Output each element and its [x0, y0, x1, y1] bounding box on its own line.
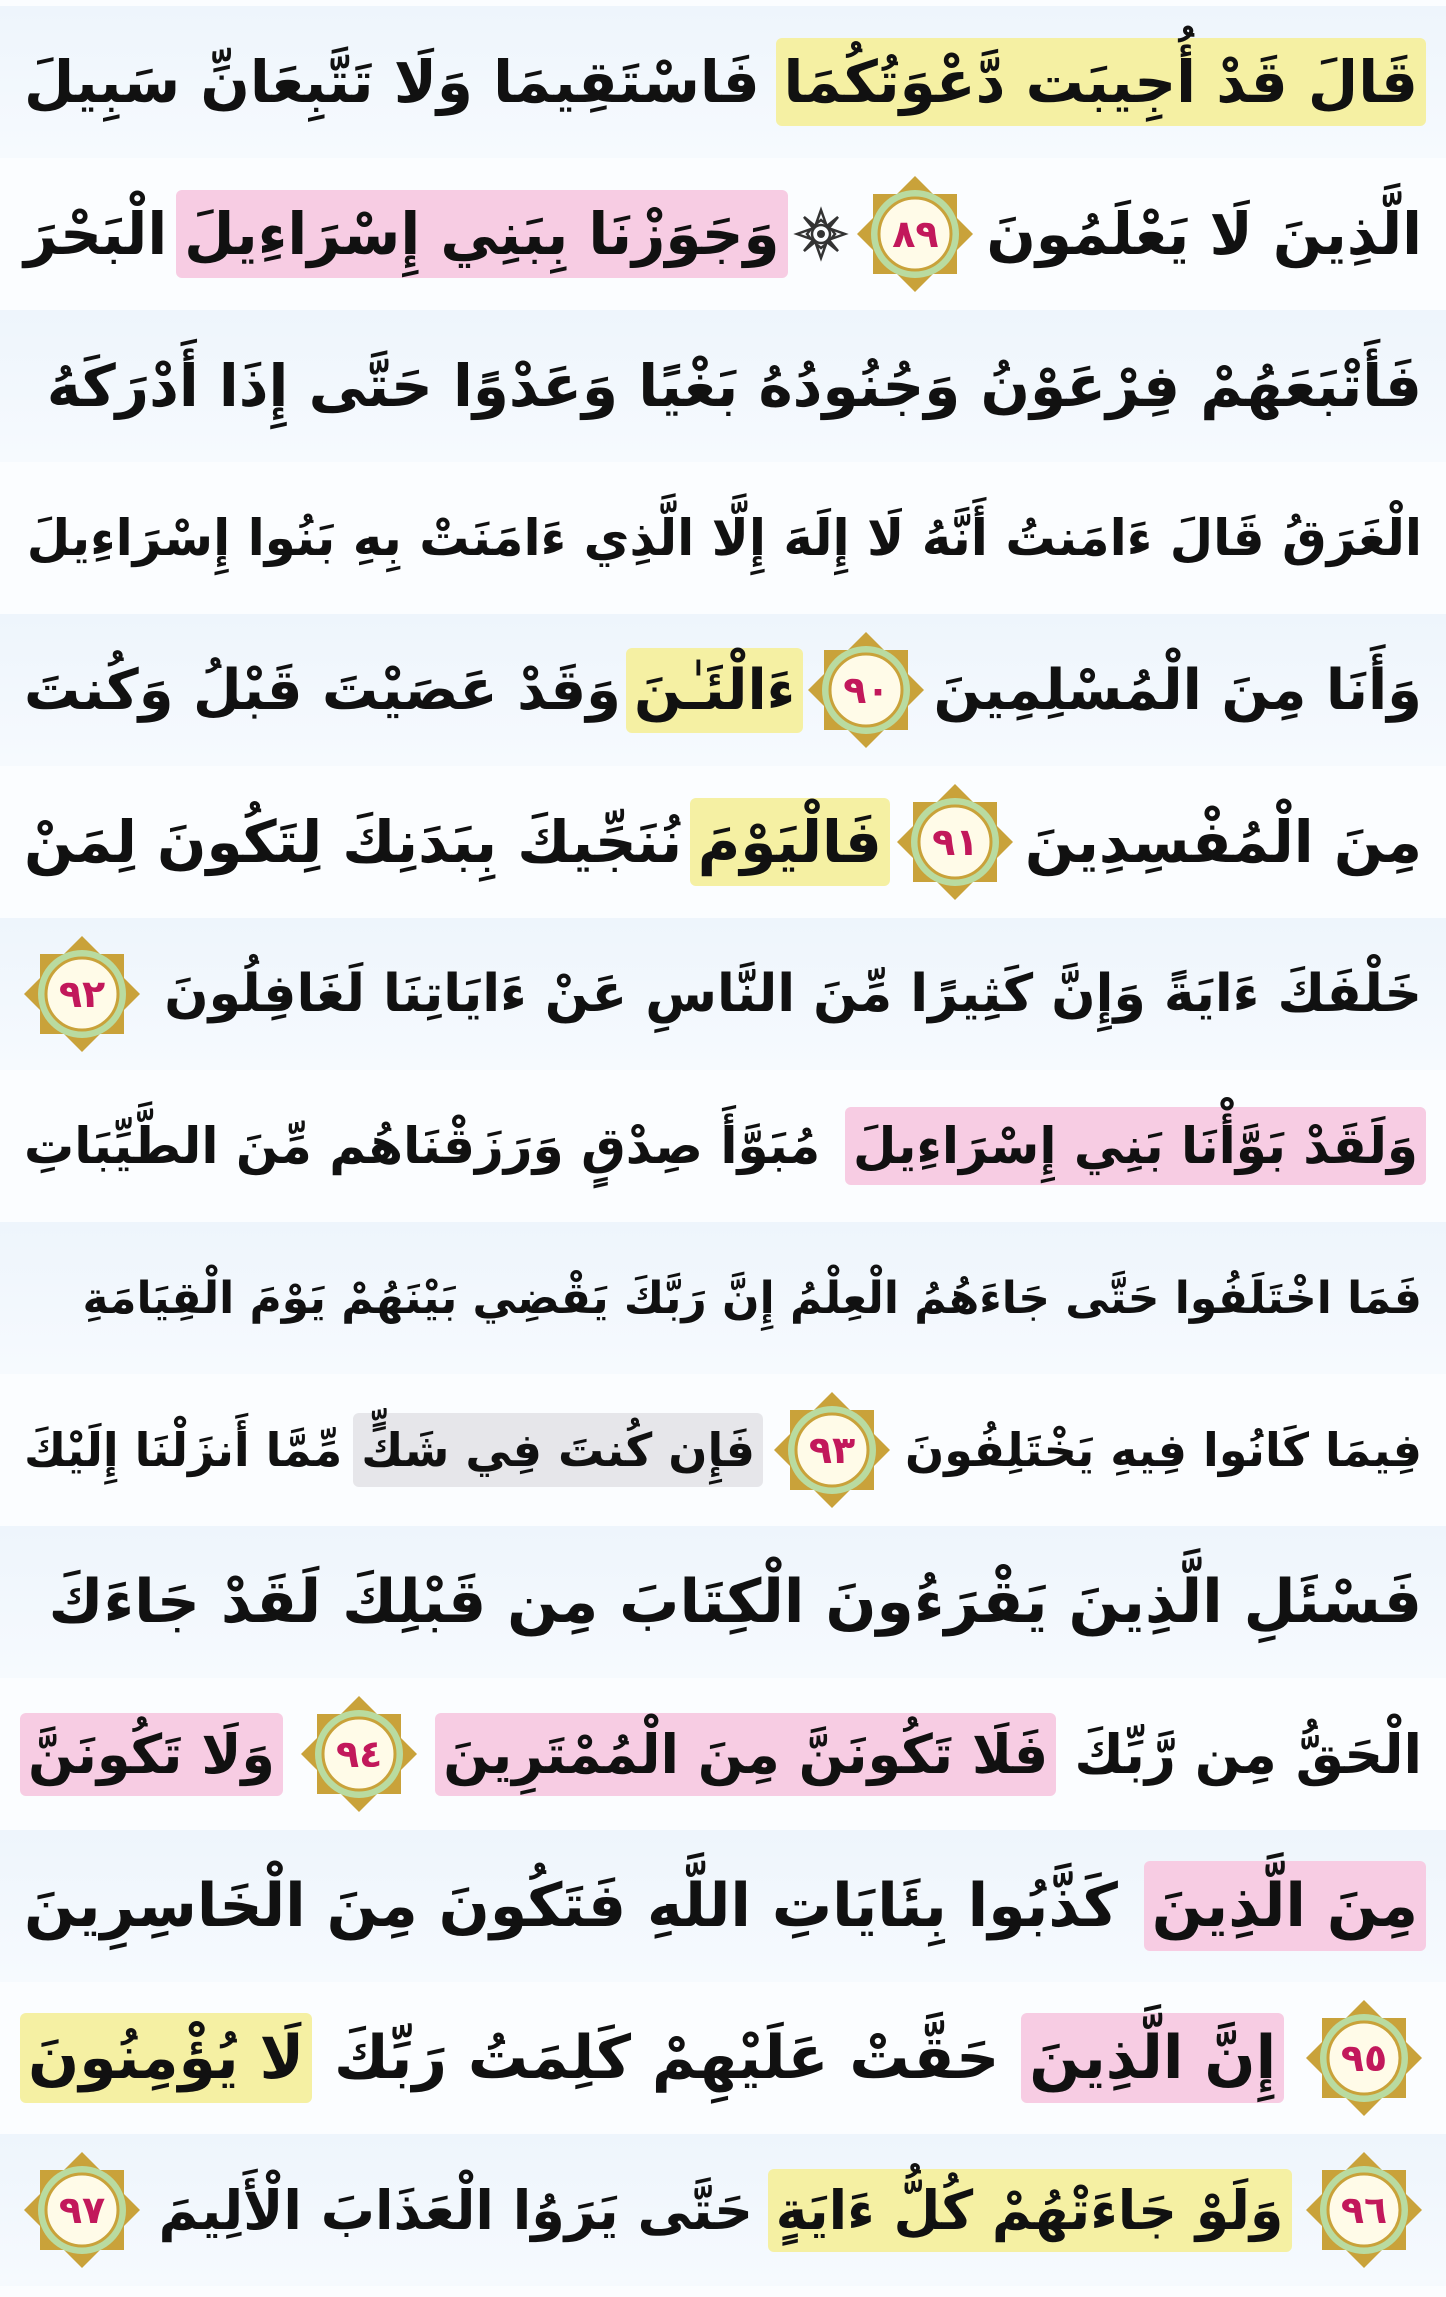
ayah-number: ٩٥: [1340, 2036, 1388, 2080]
ayah-number: ٩١: [932, 820, 979, 864]
highlighted-phrase: وَلَا تَكُونَنَّ: [20, 1713, 283, 1796]
ayah-number: ٩٤: [335, 1732, 383, 1776]
verse-line-2: [0, 158, 1446, 310]
ayah-number-marker: [853, 172, 977, 296]
highlighted-phrase: وَلَقَدْ بَوَّأْنَا بَنِي إِسْرَاءِيلَ: [845, 1107, 1426, 1185]
verse-text: وَقَدْ عَصَيْتَ قَبْلُ وَكُنتَ: [24, 657, 621, 723]
verse-line-15: [0, 2134, 1446, 2286]
verse-text: فِيمَا كَانُوا فِيهِ يَخْتَلِفُونَ: [905, 1423, 1422, 1477]
verse-line-9: [0, 1222, 1446, 1374]
highlighted-phrase: ءَالْئَـٰنَ: [626, 648, 803, 733]
highlighted-phrase: وَجَوَزْنَا بِبَنِي إِسْرَاءِيلَ: [176, 190, 787, 278]
verse-text: الْحَقُّ مِن رَّبِّكَ: [1074, 1722, 1422, 1786]
verse-text: مِنَ الْمُفْسِدِينَ: [1024, 808, 1422, 876]
verse-text: حَتَّى يَرَوُا الْعَذَابَ الْأَلِيمَ: [158, 2178, 754, 2242]
ayah-number: ٩٠: [843, 668, 890, 712]
ayah-number-marker: [20, 2148, 144, 2272]
highlighted-phrase: وَلَوْ جَاءَتْهُمْ كُلُّ ءَايَةٍ: [768, 2169, 1292, 2252]
verse-line-11: [0, 1526, 1446, 1678]
verse-line-10: [0, 1374, 1446, 1526]
verse-text: مِّمَّا أَنزَلْنَا إِلَيْكَ: [24, 1423, 343, 1477]
verse-line-6: [0, 766, 1446, 918]
verse-text: فَمَا اخْتَلَفُوا حَتَّى جَاءَهُمُ الْعِلْمُ إِنَّ رَبَّكَ يَقْضِي بَيْنَهُمْ يَوْمَ الْقِيَامَةِ: [82, 1272, 1422, 1324]
verse-line-3: [0, 310, 1446, 462]
ayah-number-marker: [297, 1692, 421, 1816]
highlighted-phrase: إِنَّ الَّذِينَ: [1021, 2013, 1284, 2103]
hizb-marker: [793, 206, 849, 262]
ayah-number: ٨٩: [892, 212, 939, 256]
verse-line-4: [0, 462, 1446, 614]
highlighted-phrase: فَالْيَوْمَ: [690, 798, 890, 886]
verse-text: الْغَرَقُ قَالَ ءَامَنتُ أَنَّهُ لَا إِلَهَ إِلَّا الَّذِي ءَامَنَتْ بِهِ بَنُوا إِسْرَاءِيلَ: [26, 509, 1422, 567]
ayah-number-marker: [20, 932, 144, 1056]
verse-line-12: [0, 1678, 1446, 1830]
highlighted-phrase: فَلَا تَكُونَنَّ مِنَ الْمُمْتَرِينَ: [435, 1713, 1056, 1796]
verse-line-13: [0, 1830, 1446, 1982]
highlighted-phrase: لَا يُؤْمِنُونَ: [20, 2013, 312, 2103]
verse-text: حَقَّتْ عَلَيْهِمْ كَلِمَتُ رَبِّكَ: [334, 2023, 1000, 2093]
ayah-number: ٩٧: [58, 2188, 106, 2232]
highlighted-phrase: قَالَ قَدْ أُجِيبَت دَّعْوَتُكُمَا: [776, 38, 1427, 126]
verse-line-8: [0, 1070, 1446, 1222]
verse-text: فَسْئَلِ الَّذِينَ يَقْرَءُونَ الْكِتَابَ مِن قَبْلِكَ لَقَدْ جَاءَكَ: [48, 1567, 1422, 1637]
ayah-number: ٩٦: [1340, 2188, 1388, 2232]
ayah-number-marker: [770, 1388, 894, 1512]
verse-text: وَأَنَا مِنَ الْمُسْلِمِينَ: [933, 657, 1422, 723]
verse-text: الْبَحْرَ: [24, 200, 168, 268]
ayah-number-marker: [804, 628, 928, 752]
verse-line-14: [0, 1982, 1446, 2134]
verse-text: فَاسْتَقِيمَا وَلَا تَتَّبِعَانِّ سَبِيلَ: [24, 48, 760, 116]
verse-line-7: [0, 918, 1446, 1070]
ayah-number: ٩٣: [808, 1428, 856, 1472]
ayah-number: ٩٢: [58, 972, 106, 1016]
verse-text: خَلْفَكَ ءَايَةً وَإِنَّ كَثِيرًا مِّنَ النَّاسِ عَنْ ءَايَاتِنَا لَغَافِلُونَ: [164, 964, 1422, 1024]
highlighted-phrase: مِنَ الَّذِينَ: [1144, 1861, 1426, 1951]
verse-text: مُبَوَّأَ صِدْقٍ وَرَزَقْنَاهُم مِّنَ الطَّيِّبَاتِ: [24, 1117, 821, 1175]
highlighted-phrase: فَإِن كُنتَ فِي شَكٍّ: [353, 1413, 763, 1487]
hizb-flower-icon: [793, 206, 849, 262]
verse-text: الَّذِينَ لَا يَعْلَمُونَ: [986, 200, 1422, 268]
verse-text: كَذَّبُوا بِئَايَاتِ اللَّهِ فَتَكُونَ مِنَ الْخَاسِرِينَ: [24, 1871, 1118, 1941]
ayah-number-marker: [1302, 2148, 1426, 2272]
ayah-number-marker: [893, 780, 1017, 904]
verse-text: فَأَتْبَعَهُمْ فِرْعَوْنُ وَجُنُودُهُ بَغْيًا وَعَدْوًا حَتَّى إِذَا أَدْرَكَهُ: [46, 352, 1422, 420]
verse-text: نُنَجِّيكَ بِبَدَنِكَ لِتَكُونَ لِمَنْ: [24, 808, 683, 876]
ayah-number-marker: [1302, 1996, 1426, 2120]
verse-line-5: [0, 614, 1446, 766]
verse-line-1: [0, 6, 1446, 158]
